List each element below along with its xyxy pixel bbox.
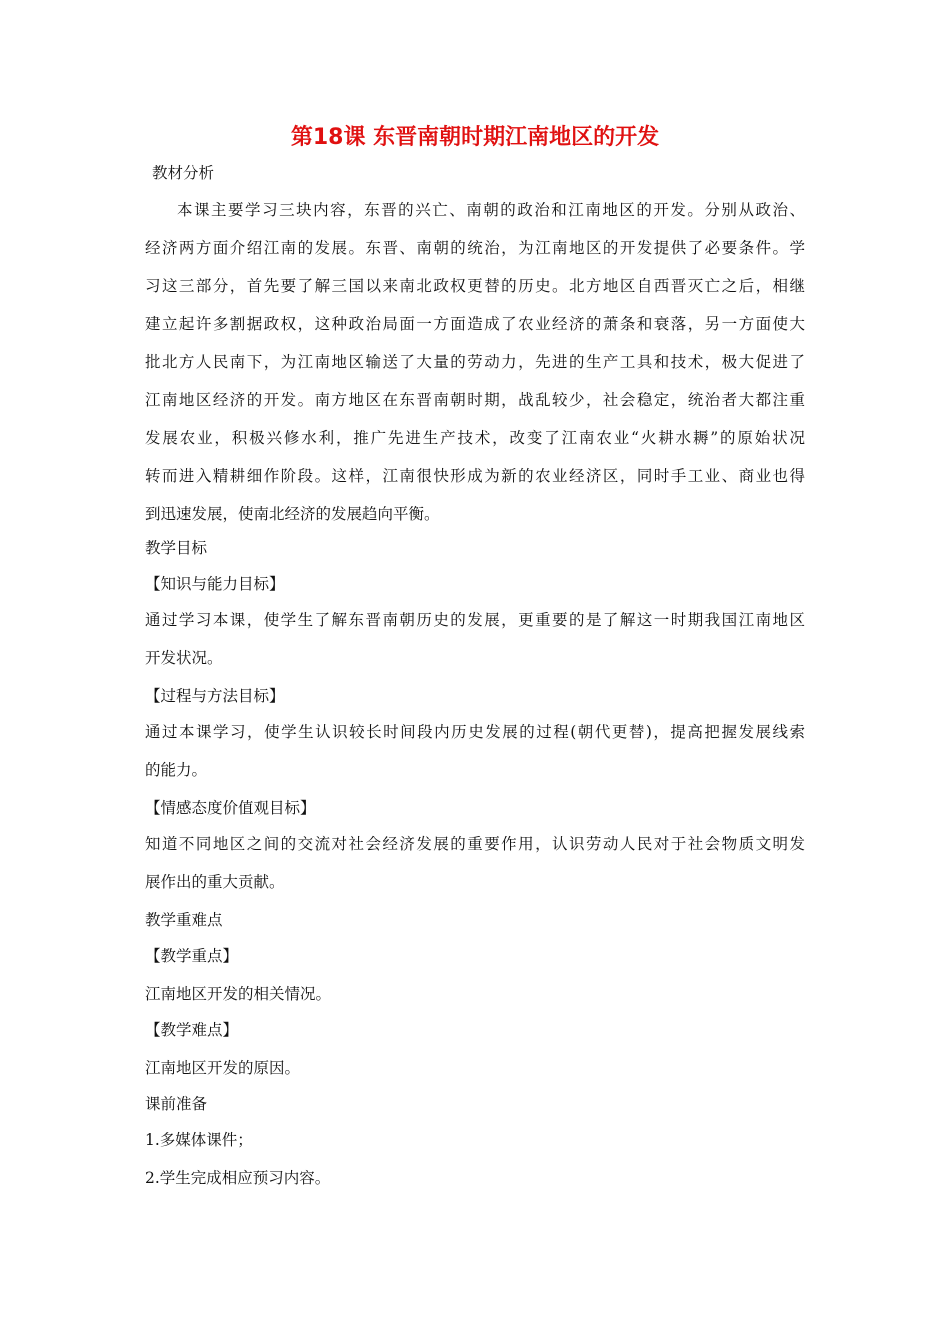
analysis-line: 经济两方面介绍江南的发展。东晋、南朝的统治，为江南地区的开发提供了必要条件。学: [145, 239, 805, 257]
section-heading-prep: 课前准备: [145, 1095, 208, 1113]
section-heading-goals: 教学目标: [145, 539, 208, 557]
prep-item: 1.多媒体课件；: [145, 1131, 253, 1149]
analysis-line: 江南地区经济的开发。南方地区在东晋南朝时期，战乱较少，社会稳定，统治者大都注重: [145, 391, 805, 409]
analysis-line: 转而进入精耕细作阶段。这样，江南很快形成为新的农业经济区，同时手工业、商业也得: [145, 467, 805, 485]
emotion-goal-label: 【情感态度价值观目标】: [145, 799, 316, 817]
section-heading-key-points: 教学重难点: [145, 911, 223, 929]
difficulty-text: 江南地区开发的原因。: [145, 1059, 301, 1077]
analysis-line: 发展农业，积极兴修水利，推广先进生产技术，改变了江南农业“火耕水耨”的原始状况: [145, 429, 805, 447]
focus-text: 江南地区开发的相关情况。: [145, 985, 332, 1003]
analysis-line: 建立起许多割据政权，这种政治局面一方面造成了农业经济的萧条和衰落，另一方面使大: [145, 315, 805, 333]
process-goal-line: 的能力。: [145, 761, 208, 779]
analysis-line: 批北方人民南下，为江南地区输送了大量的劳动力，先进的生产工具和技术，极大促进了: [145, 353, 805, 371]
prep-item: 2.学生完成相应预习内容。: [145, 1169, 331, 1187]
focus-label: 【教学重点】: [145, 947, 239, 965]
knowledge-goal-label: 【知识与能力目标】: [145, 575, 285, 593]
process-goal-label: 【过程与方法目标】: [145, 687, 285, 705]
lesson-title: 第18课 东晋南朝时期江南地区的开发: [290, 125, 660, 150]
analysis-line: 到迅速发展，使南北经济的发展趋向平衡。: [145, 505, 440, 523]
difficulty-label: 【教学难点】: [145, 1021, 239, 1039]
knowledge-goal-line: 通过学习本课，使学生了解东晋南朝历史的发展，更重要的是了解这一时期我国江南地区: [145, 611, 805, 629]
analysis-line: 习这三部分，首先要了解三国以来南北政权更替的历史。北方地区自西晋灭亡之后，相继: [145, 277, 805, 295]
process-goal-line: 通过本课学习，使学生认识较长时间段内历史发展的过程(朝代更替)，提高把握发展线索: [145, 723, 805, 741]
emotion-goal-line: 展作出的重大贡献。: [145, 873, 285, 891]
section-heading-analysis: 教材分析: [152, 164, 215, 182]
emotion-goal-line: 知道不同地区之间的交流对社会经济发展的重要作用，认识劳动人民对于社会物质文明发: [145, 835, 805, 853]
knowledge-goal-line: 开发状况。: [145, 649, 223, 667]
analysis-line: 本课主要学习三块内容，东晋的兴亡、南朝的政治和江南地区的开发。分别从政治、: [177, 201, 805, 219]
